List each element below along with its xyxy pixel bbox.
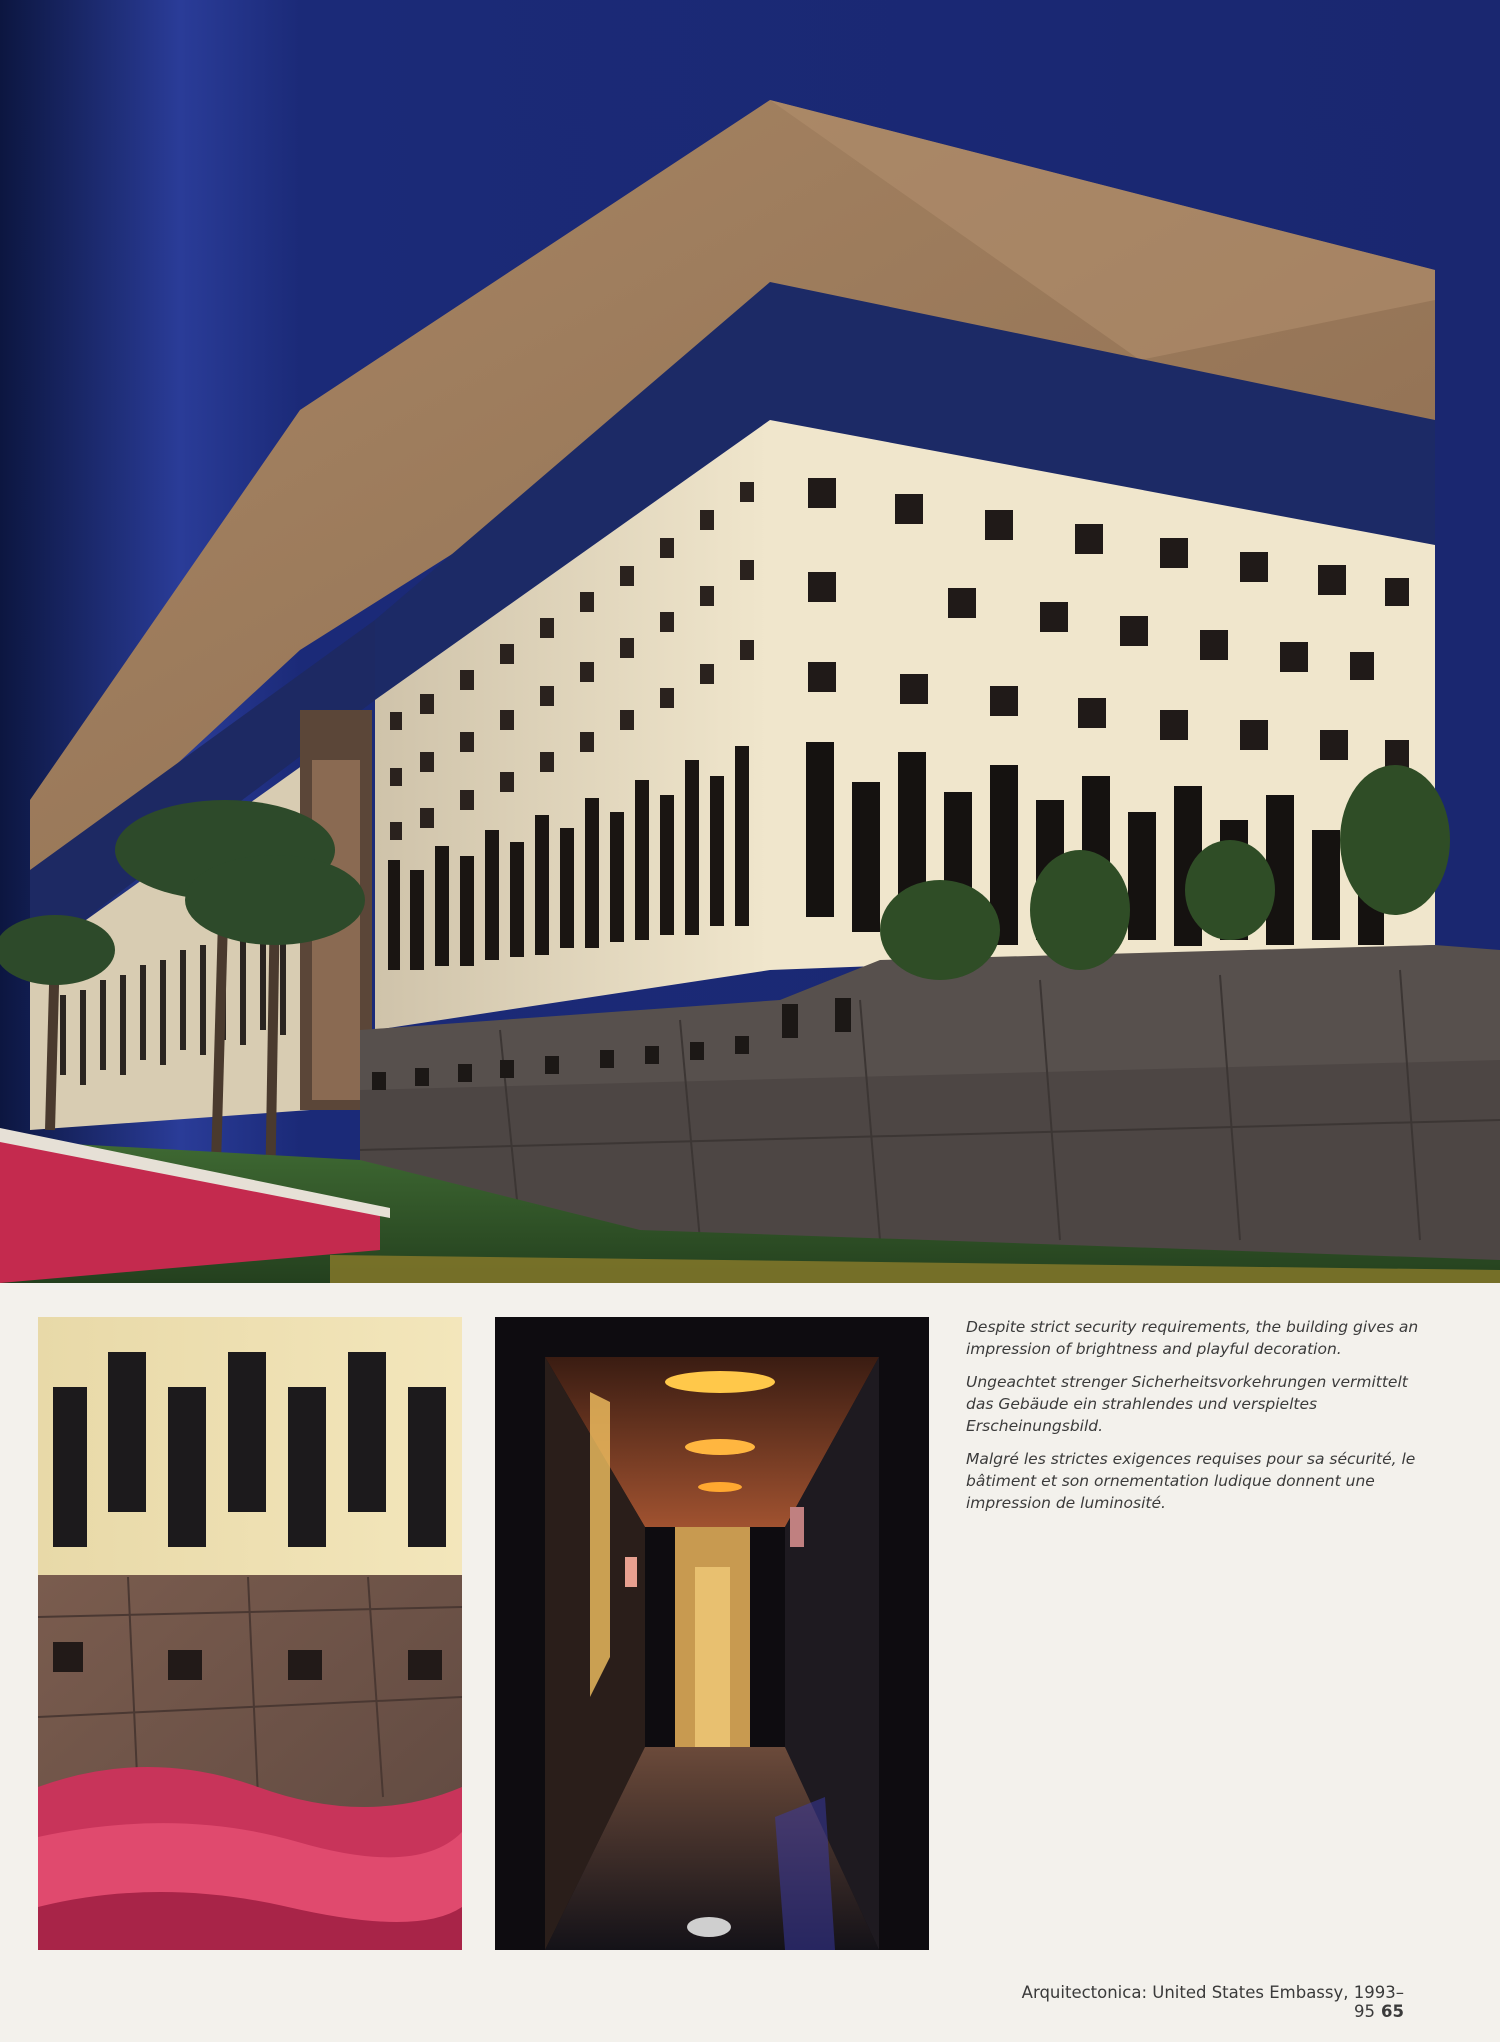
corridor-interior-photo: [495, 1317, 929, 1950]
footer-credit: Arquitectonica: United States Embassy, 1993–95: [1021, 1983, 1404, 2021]
page-footer: [974, 1983, 1404, 2021]
facade-detail-photo: [38, 1317, 462, 1950]
caption-german: Ungeachtet strenger Sicherheitsvorkehrungen vermittelt das Gebäude ein strahlendes und verspieltes Erscheinungsbild.: [966, 1373, 1408, 1435]
page-number: 65: [1381, 2002, 1404, 2021]
caption-french: Malgré les strictes exigences requises pour sa sécurité, le bâtiment et son ornementation ludique donnent une impression de luminosité.: [966, 1450, 1416, 1512]
caption-english: Despite strict security requirements, the building gives an impression of brightness and playful decoration.: [966, 1318, 1419, 1358]
caption-block: [966, 1316, 1426, 1525]
